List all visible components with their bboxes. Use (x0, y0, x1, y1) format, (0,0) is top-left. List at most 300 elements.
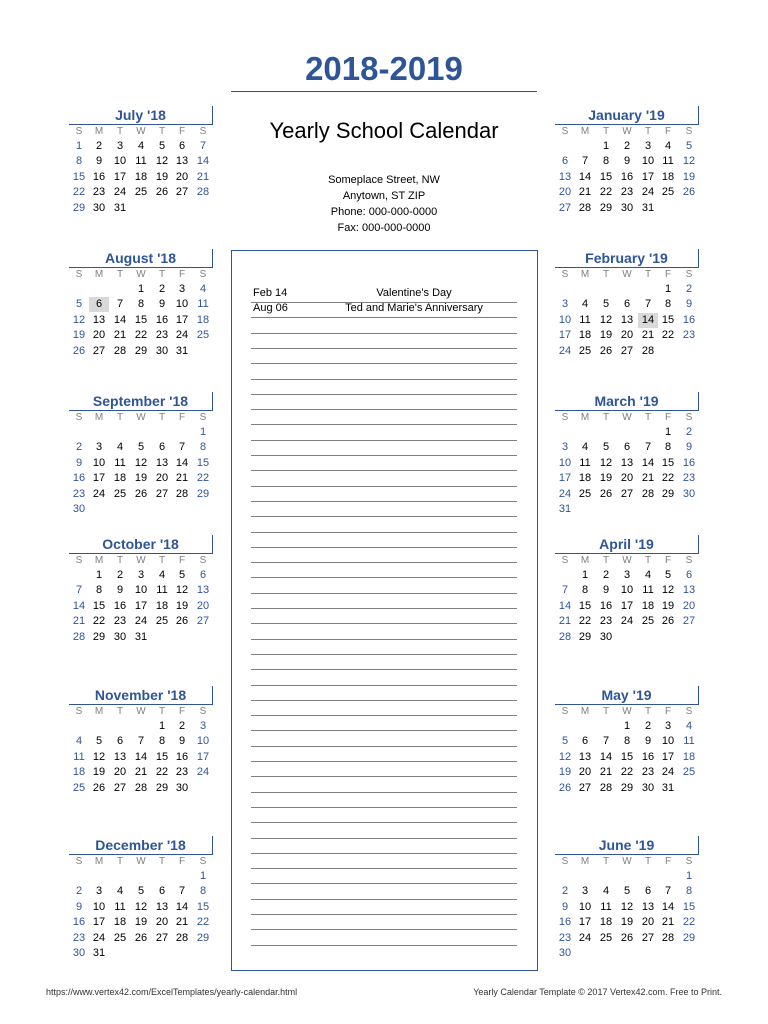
calendar-day: 21 (113, 329, 127, 342)
calendar-day: 14 (134, 750, 148, 763)
note-entry (251, 286, 517, 301)
calendar-day: 3 (623, 569, 631, 581)
calendar-day: 16 (682, 456, 696, 469)
calendar-day: 11 (662, 155, 674, 168)
calendar-day: 20 (155, 916, 169, 929)
weekday-label: M (580, 126, 590, 137)
calendar-day: 16 (558, 916, 572, 929)
calendar-day: 8 (95, 584, 103, 597)
calendar-day: 27 (641, 931, 655, 944)
footer-copyright: Yearly Calendar Template © 2017 Vertex42.com. Free to Print. (473, 987, 722, 997)
calendar-day: 25 (578, 344, 592, 357)
calendar-day: 3 (199, 720, 207, 732)
weekday-label: W (136, 555, 146, 566)
calendar-day: 20 (92, 329, 106, 342)
month-name: June '19 (555, 836, 699, 855)
calendar-day: 20 (558, 186, 572, 199)
calendar-day: 1 (137, 283, 145, 295)
calendar-day: 30 (175, 781, 189, 794)
weekday-label: W (136, 126, 146, 137)
calendar-day: 2 (116, 569, 124, 581)
weekday-label: M (94, 856, 104, 867)
calendar-day: 24 (578, 931, 592, 944)
calendar-day: 7 (581, 155, 589, 168)
weekday-label: S (685, 856, 693, 867)
calendar-day: 2 (685, 283, 693, 295)
calendar-day: 18 (113, 916, 127, 929)
calendar-day: 29 (155, 781, 169, 794)
calendar-day: 10 (196, 735, 210, 748)
calendar-day: 14 (558, 599, 572, 612)
calendar-day: 12 (558, 750, 572, 763)
calendar-day: 21 (578, 186, 592, 199)
calendar-day: 24 (113, 186, 127, 199)
calendar-day: 14 (641, 456, 655, 469)
calendar-day: 17 (92, 472, 106, 485)
calendar-day: 12 (682, 155, 696, 168)
note-date: Feb 14 (253, 287, 288, 299)
calendar-day: 12 (155, 155, 169, 168)
note-line (251, 440, 517, 441)
calendar-day: 27 (92, 344, 106, 357)
calendar-day: 5 (664, 569, 672, 581)
weekday-label: T (158, 126, 166, 137)
calendar-day: 29 (578, 630, 592, 643)
calendar-day: 19 (620, 916, 634, 929)
calendar-day: 29 (599, 201, 613, 214)
calendar-day: 4 (581, 298, 589, 311)
calendar-day: 6 (581, 735, 589, 748)
weekday-label: F (178, 269, 186, 280)
calendar-day: 16 (641, 750, 655, 763)
calendar-day: 5 (178, 569, 186, 581)
note-line (251, 455, 517, 456)
calendar-day: 13 (578, 750, 592, 763)
calendar-day: 14 (661, 900, 675, 913)
weekday-label: T (644, 555, 652, 566)
calendar-day: 17 (134, 599, 148, 612)
note-line (251, 838, 517, 839)
calendar-day: 24 (641, 186, 655, 199)
calendar-day: 22 (92, 615, 106, 628)
month-calendar (555, 106, 700, 246)
weekday-label: S (75, 856, 83, 867)
weekday-label: W (622, 412, 632, 423)
calendar-day: 7 (644, 441, 652, 454)
calendar-day: 29 (682, 931, 696, 944)
calendar-day: 28 (134, 781, 148, 794)
calendar-day: 10 (558, 313, 572, 326)
calendar-day: 8 (158, 735, 166, 748)
calendar-day: 11 (579, 456, 591, 469)
calendar-day: 3 (137, 569, 145, 581)
calendar-day: 14 (72, 599, 86, 612)
calendar-day: 10 (134, 584, 148, 597)
calendar-day: 31 (92, 947, 106, 959)
weekday-label: S (199, 706, 207, 717)
calendar-day: 24 (620, 615, 634, 628)
month-calendar (69, 535, 214, 675)
weekday-label: W (136, 706, 146, 717)
calendar-day: 22 (196, 472, 210, 485)
calendar-day: 21 (72, 615, 86, 628)
calendar-day: 15 (134, 313, 148, 326)
calendar-day: 13 (620, 313, 634, 326)
calendar-day: 24 (196, 766, 210, 779)
calendar-day: 8 (199, 441, 207, 454)
calendar-day: 1 (95, 569, 103, 581)
calendar-day: 6 (623, 298, 631, 311)
calendar-day: 1 (199, 426, 207, 438)
weekday-label: S (75, 555, 83, 566)
calendar-day: 17 (175, 313, 189, 326)
weekday-label: S (561, 555, 569, 566)
note-line (251, 409, 517, 410)
calendar-day: 30 (599, 630, 613, 643)
calendar-day: 1 (623, 720, 631, 732)
calendar-day: 26 (558, 781, 572, 794)
calendar-day: 18 (599, 916, 613, 929)
calendar-day: 12 (599, 313, 613, 326)
weekday-label: S (199, 126, 207, 137)
note-line (251, 639, 517, 640)
weekday-label: S (561, 856, 569, 867)
calendar-day: 26 (155, 186, 169, 199)
note-text: Ted and Marie's Anniversary (345, 302, 483, 315)
calendar-day: 19 (92, 766, 106, 779)
calendar-day: 13 (558, 170, 572, 183)
weekday-label: S (685, 269, 693, 280)
calendar-day: 26 (72, 344, 86, 357)
calendar-day: 11 (600, 900, 612, 913)
calendar-day: 18 (661, 170, 675, 183)
calendar-day: 18 (72, 766, 86, 779)
note-line (251, 807, 517, 808)
calendar-day: 28 (661, 931, 675, 944)
footer-url: https://www.vertex42.com/ExcelTemplates/yearly-calendar.html (46, 987, 298, 997)
calendar-day: 2 (561, 885, 569, 898)
calendar-day: 16 (72, 472, 86, 485)
note-line (251, 883, 517, 884)
calendar-day: 18 (134, 170, 148, 183)
calendar-day: 17 (620, 599, 634, 612)
note-line (251, 761, 517, 762)
calendar-day: 31 (175, 344, 189, 357)
month-calendar (69, 106, 214, 246)
calendar-day: 19 (599, 472, 613, 485)
calendar-day: 22 (72, 186, 86, 199)
calendar-day: 12 (599, 456, 613, 469)
calendar-day: 30 (113, 630, 127, 643)
calendar-day: 12 (72, 313, 86, 326)
note-line (251, 792, 517, 793)
calendar-day: 15 (196, 456, 210, 469)
weekday-label: M (94, 126, 104, 137)
note-line (251, 547, 517, 548)
weekday-label: S (685, 412, 693, 423)
calendar-day: 14 (599, 750, 613, 763)
note-line (251, 715, 517, 716)
calendar-day: 19 (175, 599, 189, 612)
calendar-day: 25 (641, 615, 655, 628)
weekday-label: T (158, 706, 166, 717)
calendar-day: 6 (116, 735, 124, 748)
calendar-day: 14 (175, 900, 189, 913)
calendar-day: 2 (75, 885, 83, 898)
calendar-day: 5 (685, 140, 693, 152)
calendar-day: 25 (72, 781, 86, 794)
weekday-label: S (199, 856, 207, 867)
calendar-day: 25 (599, 931, 613, 944)
month-name: February '19 (555, 249, 699, 268)
calendar-day: 1 (199, 870, 207, 882)
calendar-day: 9 (158, 298, 166, 311)
calendar-day: 15 (661, 456, 675, 469)
calendar-day: 27 (558, 201, 572, 214)
calendar-day: 11 (114, 900, 126, 913)
calendar-day: 29 (196, 487, 210, 500)
calendar-day: 21 (558, 615, 572, 628)
calendar-day: 30 (558, 947, 572, 959)
calendar-day: 4 (75, 735, 83, 748)
weekday-label: F (664, 706, 672, 717)
weekday-header-row (555, 125, 700, 139)
calendar-day: 20 (196, 599, 210, 612)
calendar-day: 24 (92, 487, 106, 500)
calendar-day: 28 (72, 630, 86, 643)
calendar-day: 21 (599, 766, 613, 779)
calendar-day: 19 (558, 766, 572, 779)
calendar-day: 18 (578, 329, 592, 342)
weekday-label: S (75, 269, 83, 280)
note-line (251, 608, 517, 609)
calendar-day: 17 (578, 916, 592, 929)
calendar-day: 31 (113, 201, 127, 214)
weekday-label: F (664, 412, 672, 423)
calendar-day: 18 (682, 750, 696, 763)
calendar-day: 10 (92, 900, 106, 913)
calendar-day: 5 (137, 885, 145, 898)
month-calendar (555, 836, 700, 976)
note-line (251, 822, 517, 823)
note-line (251, 623, 517, 624)
weekday-label: S (75, 412, 83, 423)
calendar-day: 25 (155, 615, 169, 628)
calendar-day: 15 (155, 750, 169, 763)
calendar-day: 9 (685, 441, 693, 454)
calendar-day: 5 (95, 735, 103, 748)
weekday-label: M (94, 269, 104, 280)
calendar-day: 12 (620, 900, 634, 913)
calendar-day: 2 (178, 720, 186, 732)
calendar-day: 25 (661, 186, 675, 199)
calendar-day: 10 (661, 735, 675, 748)
calendar-day: 23 (599, 615, 613, 628)
calendar-day: 3 (561, 298, 569, 311)
calendar-day: 21 (134, 766, 148, 779)
calendar-day: 22 (578, 615, 592, 628)
calendar-day: 4 (199, 283, 207, 295)
calendar-day: 6 (561, 155, 569, 168)
weekday-label: W (622, 269, 632, 280)
calendar-day: 3 (95, 885, 103, 898)
calendar-day: 17 (641, 170, 655, 183)
calendar-day: 3 (95, 441, 103, 454)
calendar-day: 20 (578, 766, 592, 779)
calendar-day: 30 (155, 344, 169, 357)
note-line (251, 348, 517, 349)
calendar-day: 26 (661, 615, 675, 628)
note-line (251, 700, 517, 701)
calendar-day: 27 (620, 487, 634, 500)
calendar-day: 1 (664, 283, 672, 295)
note-line (251, 654, 517, 655)
calendar-day: 13 (155, 456, 169, 469)
calendar-day: 16 (175, 750, 189, 763)
weekday-header-row (69, 268, 214, 282)
calendar-day: 10 (558, 456, 572, 469)
calendar-day: 27 (620, 344, 634, 357)
calendar-day: 2 (623, 140, 631, 152)
weekday-label: T (602, 126, 610, 137)
calendar-day: 27 (682, 615, 696, 628)
calendar-day: 16 (113, 599, 127, 612)
calendar-day: 12 (134, 456, 148, 469)
calendar-day: 13 (92, 313, 106, 326)
calendar-day: 18 (155, 599, 169, 612)
month-name: October '18 (69, 535, 213, 554)
note-text: Valentine's Day (376, 287, 452, 299)
note-line (251, 593, 517, 594)
calendar-day: 4 (137, 140, 145, 152)
calendar-day: 19 (682, 170, 696, 183)
calendar-day: 4 (644, 569, 652, 581)
month-calendar (555, 392, 700, 532)
calendar-day: 26 (620, 931, 634, 944)
calendar-day: 1 (75, 140, 83, 152)
weekday-label: S (75, 706, 83, 717)
calendar-day: 9 (95, 155, 103, 168)
weekday-label: S (685, 706, 693, 717)
calendar-day: 25 (196, 329, 210, 342)
calendar-day: 8 (602, 155, 610, 168)
weekday-label: W (622, 555, 632, 566)
calendar-day: 15 (599, 170, 613, 183)
calendar-day: 23 (113, 615, 127, 628)
weekday-label: S (561, 126, 569, 137)
calendar-day: 20 (113, 766, 127, 779)
weekday-label: T (116, 706, 124, 717)
month-calendar (555, 535, 700, 675)
calendar-day: 19 (155, 170, 169, 183)
calendar-day: 29 (134, 344, 148, 357)
month-name: December '18 (69, 836, 213, 855)
calendar-day: 6 (158, 441, 166, 454)
calendar-day: 11 (579, 313, 591, 326)
calendar-day: 25 (113, 931, 127, 944)
calendar-day: 20 (682, 599, 696, 612)
address-city: Anytown, ST ZIP (342, 190, 426, 202)
calendar-day: 28 (641, 487, 655, 500)
weekday-label: F (664, 555, 672, 566)
calendar-day: 29 (92, 630, 106, 643)
calendar-day: 22 (620, 766, 634, 779)
calendar-day: 8 (623, 735, 631, 748)
calendar-day: 9 (116, 584, 124, 597)
calendar-day: 11 (135, 155, 147, 168)
weekday-label: T (644, 126, 652, 137)
calendar-day: 5 (75, 298, 83, 311)
calendar-day: 28 (599, 781, 613, 794)
weekday-label: T (602, 706, 610, 717)
calendar-day: 6 (685, 569, 693, 581)
calendar-day: 16 (92, 170, 106, 183)
weekday-label: F (178, 856, 186, 867)
calendar-day: 23 (641, 766, 655, 779)
note-date: Aug 06 (253, 302, 288, 315)
calendar-day: 1 (158, 720, 166, 732)
weekday-label: S (561, 269, 569, 280)
calendar-day: 17 (113, 170, 127, 183)
calendar-day: 25 (113, 487, 127, 500)
weekday-label: W (136, 269, 146, 280)
calendar-day: 13 (113, 750, 127, 763)
calendar-day: 29 (620, 781, 634, 794)
weekday-label: T (116, 412, 124, 423)
calendar-day: 26 (682, 186, 696, 199)
calendar-day: 12 (661, 584, 675, 597)
calendar-day: 25 (134, 186, 148, 199)
calendar-day: 6 (199, 569, 207, 581)
calendar-day: 13 (682, 584, 696, 597)
calendar-day: 1 (581, 569, 589, 581)
month-calendar (69, 392, 214, 532)
calendar-day: 7 (644, 298, 652, 311)
calendar-day: 14 (578, 170, 592, 183)
calendar-day: 3 (581, 885, 589, 898)
note-line (251, 730, 517, 731)
note-line (251, 516, 517, 517)
calendar-day: 7 (178, 885, 186, 898)
highlighted-day: 6 (89, 297, 109, 312)
weekday-label: M (580, 269, 590, 280)
month-name: August '18 (69, 249, 213, 268)
weekday-label: M (580, 412, 590, 423)
note-line (251, 317, 517, 318)
calendar-day: 12 (134, 900, 148, 913)
calendar-day: 22 (682, 916, 696, 929)
calendar-day: 17 (558, 472, 572, 485)
weekday-label: T (644, 856, 652, 867)
weekday-label: T (116, 126, 124, 137)
calendar-day: 13 (155, 900, 169, 913)
calendar-day: 23 (72, 931, 86, 944)
weekday-label: S (75, 126, 83, 137)
calendar-day: 18 (641, 599, 655, 612)
calendar-day: 5 (158, 140, 166, 152)
month-name: April '19 (555, 535, 699, 554)
calendar-day: 28 (196, 186, 210, 199)
calendar-day: 23 (92, 186, 106, 199)
calendar-day: 3 (178, 283, 186, 295)
calendar-day: 8 (199, 885, 207, 898)
calendar-day: 1 (602, 140, 610, 152)
calendar-day: 20 (620, 472, 634, 485)
weekday-header-row (69, 554, 214, 568)
calendar-day: 1 (664, 426, 672, 438)
calendar-day: 8 (664, 298, 672, 311)
calendar-day: 8 (664, 441, 672, 454)
